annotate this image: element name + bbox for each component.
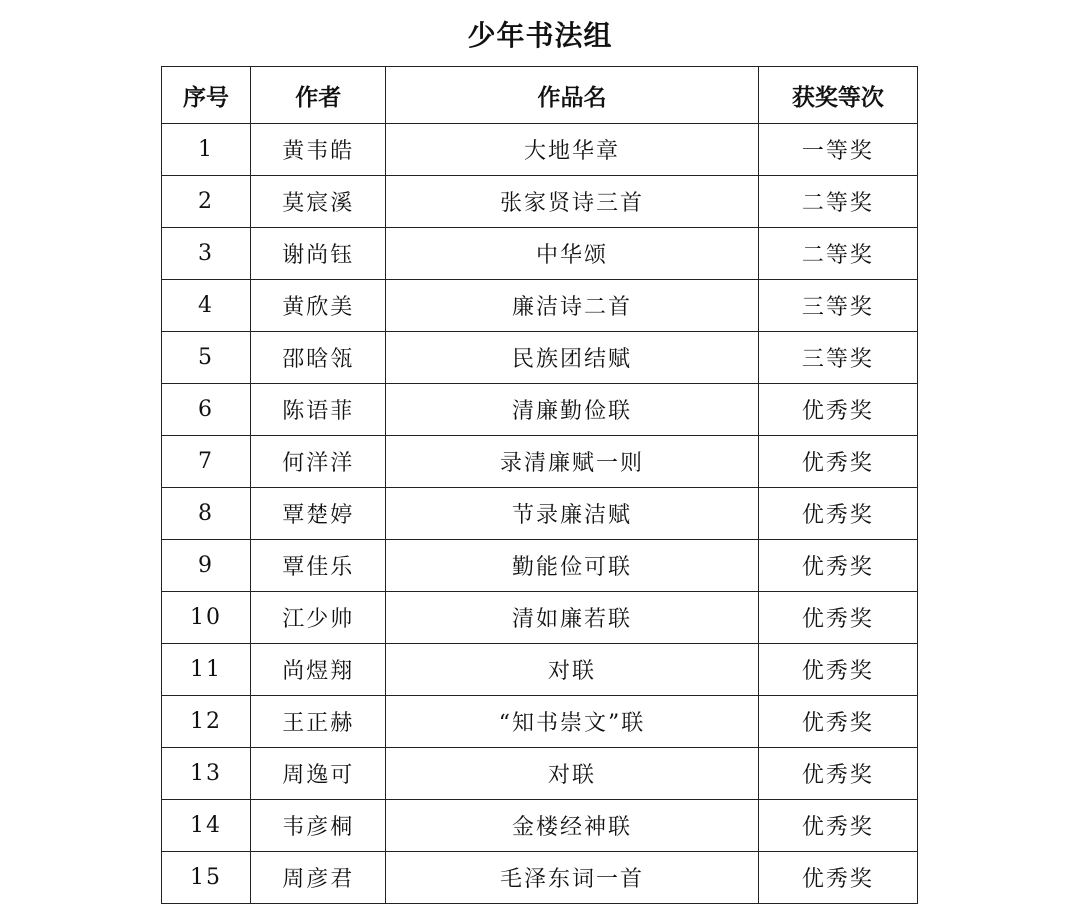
awards-table [161, 66, 918, 904]
cell-work-title: 大地华章 [386, 124, 758, 176]
cell-serial-number: 7 [162, 436, 251, 488]
cell-award-level: 三等奖 [758, 280, 917, 332]
cell-author: 莫宸溪 [251, 176, 386, 228]
cell-work-title: 录清廉赋一则 [386, 436, 758, 488]
cell-award-level: 优秀奖 [758, 592, 917, 644]
cell-work-title: 清廉勤俭联 [386, 384, 758, 436]
cell-award-level: 优秀奖 [758, 800, 917, 852]
cell-serial-number: 9 [162, 540, 251, 592]
page-title: 少年书法组 [467, 19, 613, 52]
table-body [162, 124, 918, 904]
cell-award-level: 优秀奖 [758, 644, 917, 696]
cell-author: 周逸可 [251, 748, 386, 800]
cell-author: 周彦君 [251, 852, 386, 904]
cell-award-level: 优秀奖 [758, 488, 917, 540]
cell-award-level: 一等奖 [758, 124, 917, 176]
cell-serial-number: 6 [162, 384, 251, 436]
header-work-title: 作品名 [386, 67, 758, 124]
cell-author: 谢尚钰 [251, 228, 386, 280]
cell-author: 王正赫 [251, 696, 386, 748]
cell-work-title: 中华颂 [386, 228, 758, 280]
cell-serial-number: 3 [162, 228, 251, 280]
cell-serial-number: 2 [162, 176, 251, 228]
cell-award-level: 优秀奖 [758, 852, 917, 904]
cell-serial-number: 8 [162, 488, 251, 540]
cell-award-level: 优秀奖 [758, 436, 917, 488]
table-row [162, 540, 918, 592]
table-row [162, 436, 918, 488]
cell-award-level: 二等奖 [758, 228, 917, 280]
cell-work-title: “知书崇文”联 [386, 696, 758, 748]
cell-serial-number: 11 [162, 644, 251, 696]
cell-work-title: 廉洁诗二首 [386, 280, 758, 332]
cell-author: 何洋洋 [251, 436, 386, 488]
cell-work-title: 张家贤诗三首 [386, 176, 758, 228]
cell-author: 覃佳乐 [251, 540, 386, 592]
cell-serial-number: 5 [162, 332, 251, 384]
cell-award-level: 优秀奖 [758, 384, 917, 436]
cell-award-level: 优秀奖 [758, 696, 917, 748]
cell-work-title: 勤能俭可联 [386, 540, 758, 592]
cell-work-title: 对联 [386, 644, 758, 696]
table-row [162, 124, 918, 176]
cell-author: 尚煜翔 [251, 644, 386, 696]
header-serial-number: 序号 [162, 67, 251, 124]
cell-award-level: 优秀奖 [758, 540, 917, 592]
cell-award-level: 优秀奖 [758, 748, 917, 800]
table-row [162, 488, 918, 540]
cell-author: 陈语菲 [251, 384, 386, 436]
cell-author: 黄欣美 [251, 280, 386, 332]
header-author: 作者 [251, 67, 386, 124]
cell-work-title: 节录廉洁赋 [386, 488, 758, 540]
table-row [162, 280, 918, 332]
cell-work-title: 清如廉若联 [386, 592, 758, 644]
cell-work-title: 民族团结赋 [386, 332, 758, 384]
table-row [162, 228, 918, 280]
table-row [162, 176, 918, 228]
cell-serial-number: 4 [162, 280, 251, 332]
header-award-level: 获奖等次 [758, 67, 917, 124]
cell-serial-number: 15 [162, 852, 251, 904]
cell-award-level: 二等奖 [758, 176, 917, 228]
cell-award-level: 三等奖 [758, 332, 917, 384]
table-row [162, 644, 918, 696]
cell-serial-number: 1 [162, 124, 251, 176]
cell-author: 江少帅 [251, 592, 386, 644]
table-row [162, 800, 918, 852]
cell-serial-number: 12 [162, 696, 251, 748]
cell-author: 韦彦桐 [251, 800, 386, 852]
cell-serial-number: 13 [162, 748, 251, 800]
cell-work-title: 对联 [386, 748, 758, 800]
table-row [162, 592, 918, 644]
cell-serial-number: 14 [162, 800, 251, 852]
cell-work-title: 金楼经神联 [386, 800, 758, 852]
cell-author: 黄韦皓 [251, 124, 386, 176]
table-row [162, 748, 918, 800]
cell-serial-number: 10 [162, 592, 251, 644]
table-header-row [162, 67, 918, 124]
cell-work-title: 毛泽东词一首 [386, 852, 758, 904]
cell-author: 覃楚婷 [251, 488, 386, 540]
table-row [162, 852, 918, 904]
cell-author: 邵晗瓴 [251, 332, 386, 384]
table-row [162, 384, 918, 436]
table-row [162, 332, 918, 384]
table-row [162, 696, 918, 748]
